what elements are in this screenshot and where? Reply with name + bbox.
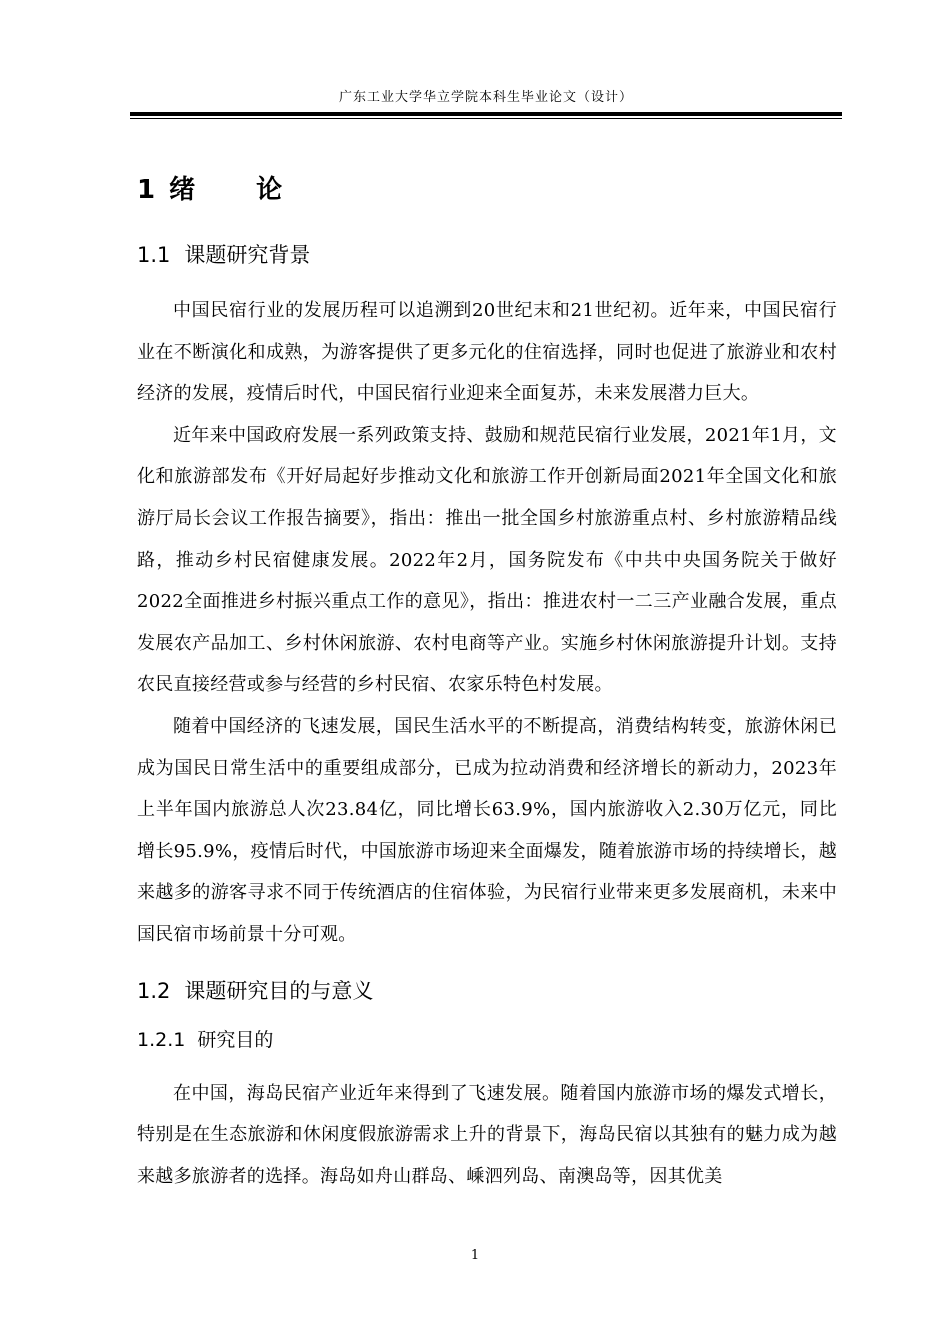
header-rule-thin bbox=[130, 118, 842, 119]
header-rule-thick bbox=[130, 112, 842, 116]
running-header: 广东工业大学华立学院本科生毕业论文（设计） bbox=[338, 90, 633, 105]
paragraph-background-3: 随着中国经济的飞速发展，国民生活水平的不断提高，消费结构转变，旅游休闲已成为国民日常生活中的重要组成部分，已成为拉动消费和经济增长的新动力，2023年上半年国内旅游总人次23.84亿，同比增长63.9%，国内旅游收入2.30万亿元，同比增长95.9%，疫情后时代，中国旅游市场迎来全面爆发，随着旅游市场的持续增长，越来越多的游客寻求不同于传统酒店的住宿体验，为民宿行业带来更多发展商机，未来中国民宿市场前景十分可观。 bbox=[137, 715, 837, 945]
subsection-title-text: 研究目的 bbox=[197, 1028, 274, 1051]
chapter-title bbox=[137, 168, 837, 212]
section-title-text: 课题研究背景 bbox=[184, 243, 311, 267]
section-number: 1.1 bbox=[137, 243, 171, 267]
paragraph-background-2: 近年来中国政府发展一系列政策支持、鼓励和规范民宿行业发展，2021年1月，文化和旅游部发布《开好局起好步推动文化和旅游工作开创新局面2021年全国文化和旅游厅局长会议工作报告摘要》，指出：推出一批全国乡村旅游重点村、乡村旅游精品线路，推动乡村民宿健康发展。2022年2月，国务院发布《中共中央国务院关于做好2022全面推进乡村振兴重点工作的意见》，指出：推进农村一二三产业融合发展，重点发展农产品加工、乡村休闲旅游、农村电商等产业。实施乡村休闲旅游提升计划。支持农民直接经营或参与经营的乡村民宿、农家乐特色村发展。 bbox=[137, 424, 837, 696]
subsection-number: 1.2.1 bbox=[137, 1028, 186, 1051]
section-title-1-1 bbox=[137, 240, 837, 270]
subsection-title-1-2-1 bbox=[137, 1026, 837, 1054]
section-title-1-2 bbox=[137, 976, 837, 1006]
body-text bbox=[137, 168, 837, 1197]
chapter-title-text: 绪 论 bbox=[169, 175, 309, 205]
section-number: 1.2 bbox=[137, 978, 171, 1003]
paragraph-background-1: 中国民宿行业的发展历程可以追溯到20世纪末和21世纪初。近年来，中国民宿行业在不断演化和成熟，为游客提供了更多元化的住宿选择，同时也促进了旅游业和农村经济的发展，疫情后时代，中国民宿行业迎来全面复苏，未来发展潜力巨大。 bbox=[137, 300, 837, 405]
chapter-number: 1 bbox=[137, 175, 156, 205]
section-title-text: 课题研究目的与意义 bbox=[184, 978, 374, 1003]
page-number: 1 bbox=[470, 1248, 480, 1263]
paragraph-purpose-1: 在中国，海岛民宿产业近年来得到了飞速发展。随着国内旅游市场的爆发式增长，特别是在生态旅游和休闲度假旅游需求上升的背景下，海岛民宿以其独有的魅力成为越来越多旅游者的选择。海岛如舟山群岛、嵊泗列岛、南澳岛等，因其优美 bbox=[137, 1082, 837, 1187]
